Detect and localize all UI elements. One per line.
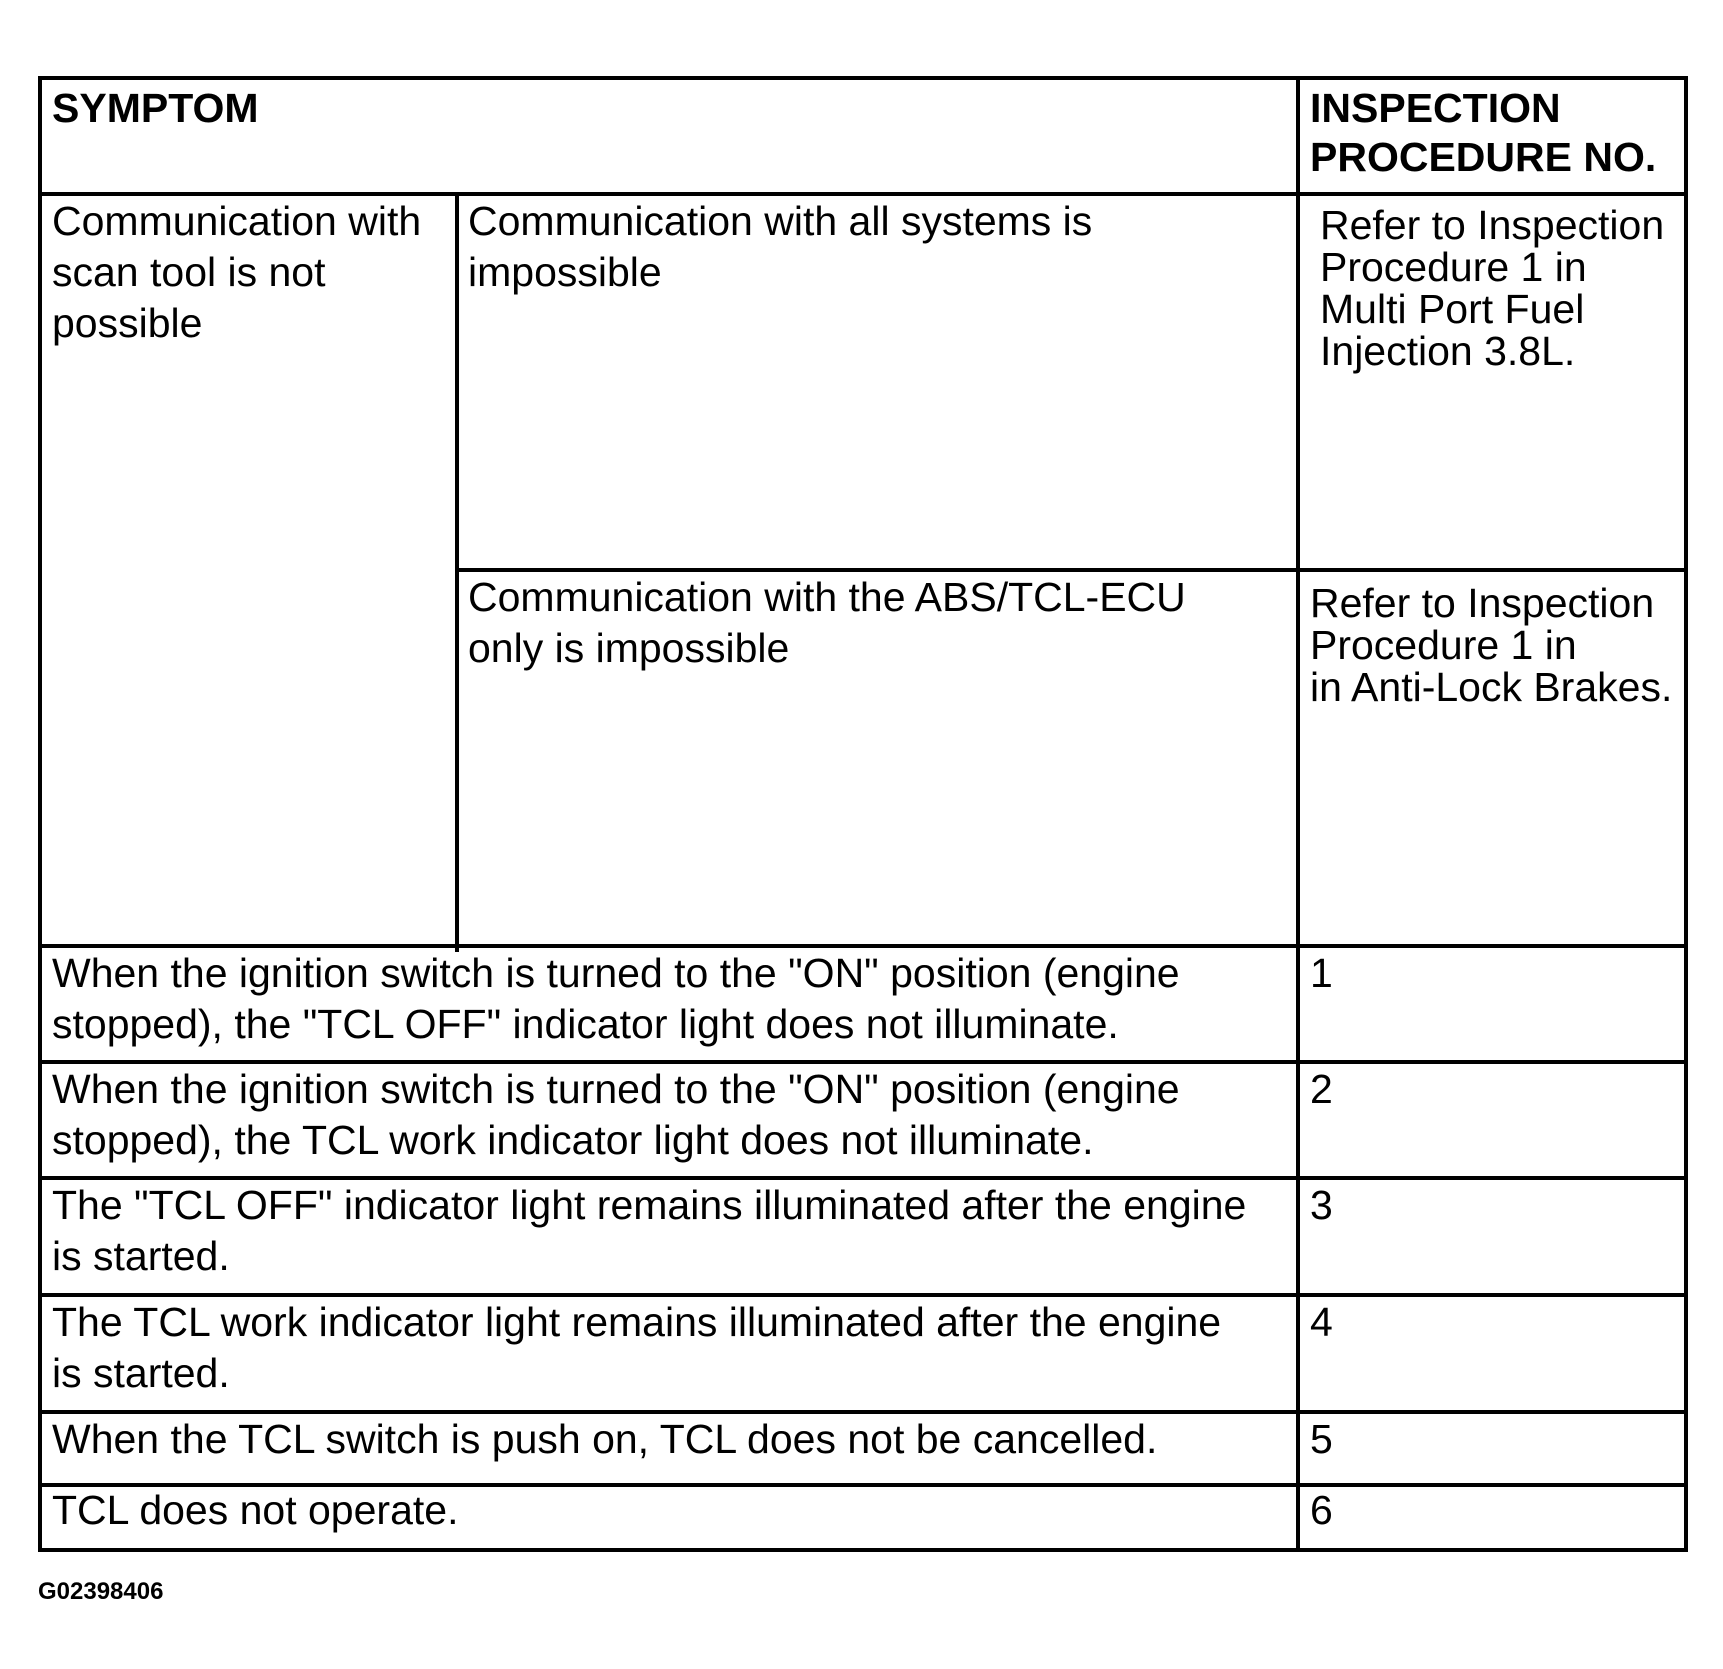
symptom-row-2: When the ignition switch is turned to the "ON" position (engine stopped), the TCL work indicator light does not illuminate. [52, 1066, 1180, 1163]
symptom-row-4: The TCL work indicator light remains illuminated after the engine is started. [52, 1299, 1222, 1396]
symptom-row-5: When the TCL switch is push on, TCL does not be cancelled. [52, 1416, 1158, 1462]
figure-id: G02398406 [38, 1578, 164, 1605]
symptom-table [38, 76, 1688, 1552]
communication-case-abs-tcl-ecu-procedure: Refer to Inspection Procedure 1 in in Anti-Lock Brakes. [1310, 580, 1673, 710]
symptom-row-3: The "TCL OFF" indicator light remains illuminated after the engine is started. [52, 1182, 1247, 1279]
procedure-row-5: 5 [1310, 1416, 1333, 1462]
header-symptom: SYMPTOM [52, 85, 259, 131]
procedure-row-3: 3 [1310, 1182, 1333, 1228]
communication-symptom: Communication with scan tool is not possible [52, 198, 422, 346]
divider-communication-subcolumn [455, 196, 459, 952]
procedure-row-1: 1 [1310, 950, 1333, 996]
divider-procedure-column [1296, 80, 1300, 1548]
communication-case-all-systems: Communication with all systems is impossible [468, 198, 1093, 295]
procedure-row-2: 2 [1310, 1066, 1333, 1112]
header-inspection-procedure-no: INSPECTION PROCEDURE NO. [1310, 85, 1657, 180]
symptom-row-6: TCL does not operate. [52, 1487, 459, 1533]
procedure-row-4: 4 [1310, 1299, 1333, 1345]
communication-case-all-systems-procedure: Refer to Inspection Procedure 1 in Multi Port Fuel Injection 3.8L. [1320, 202, 1665, 374]
communication-case-abs-tcl-ecu: Communication with the ABS/TCL-ECU only is impossible [468, 574, 1186, 671]
symptom-row-1: When the ignition switch is turned to the "ON" position (engine stopped), the "TCL OFF" indicator light does not illuminate. [52, 950, 1180, 1047]
procedure-row-6: 6 [1310, 1487, 1333, 1533]
